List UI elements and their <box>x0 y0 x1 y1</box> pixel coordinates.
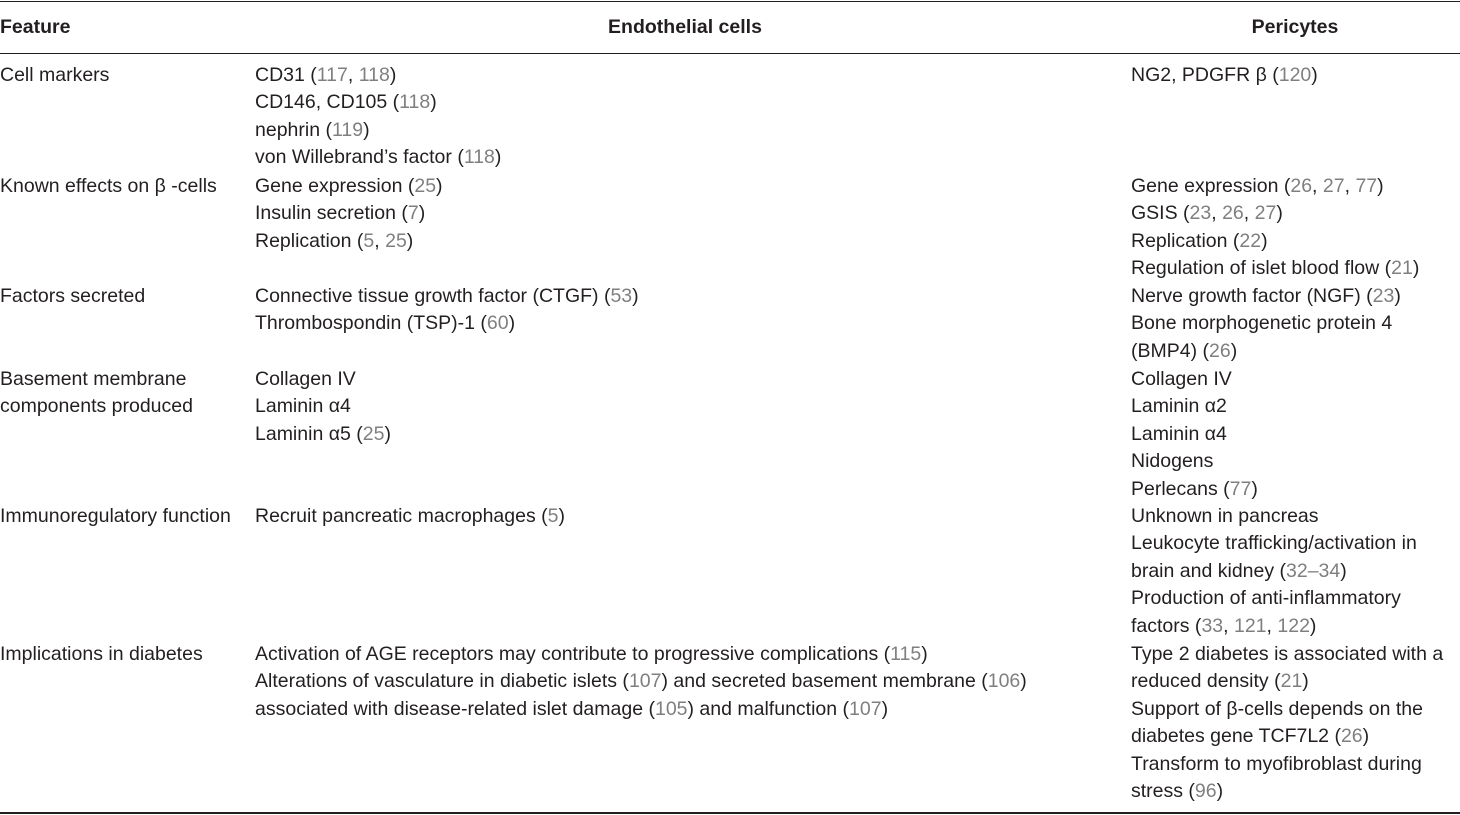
cell-text: von Willebrand’s factor ( <box>255 146 464 169</box>
cell-line <box>1131 696 1443 723</box>
cell-text: Laminin α5 ( <box>255 422 363 445</box>
cell-line <box>255 200 443 227</box>
cell-text: , <box>1223 614 1234 637</box>
cell-line <box>0 366 193 393</box>
cell-text: CD31 ( <box>255 64 317 86</box>
cell-line <box>255 696 1027 723</box>
cell-text: , <box>1312 175 1323 197</box>
reference-link: 122 <box>1277 614 1310 637</box>
cell-line <box>255 503 565 530</box>
reference-link: 26 <box>1290 175 1313 197</box>
cell-text: components produced <box>0 395 193 418</box>
cell-line <box>1131 310 1401 337</box>
cell-text: ) <box>1251 477 1258 500</box>
cell-line <box>1131 613 1417 640</box>
cell-text: GSIS ( <box>1131 202 1190 225</box>
cell-text: ) <box>1216 780 1224 803</box>
cell-text: ) <box>1261 229 1268 252</box>
cell-line <box>1131 558 1417 585</box>
reference-link: 27 <box>1254 202 1277 225</box>
reference-link: 118 <box>399 91 431 114</box>
cell-text: NG2, PDGFR β ( <box>1131 64 1279 86</box>
cell-text: nephrin ( <box>255 118 332 141</box>
cell-text: Basement membrane <box>0 368 187 390</box>
reference-link: 5 <box>363 229 375 252</box>
cell-line <box>1131 62 1318 89</box>
reference-link: 25 <box>414 175 437 197</box>
cell-line <box>0 393 193 420</box>
reference-link: 21 <box>1280 670 1303 693</box>
cell-text: Unknown in pancreas <box>1131 505 1319 527</box>
cell-line <box>1131 283 1401 310</box>
reference-link: 22 <box>1239 229 1262 252</box>
endothelial-cell <box>255 62 501 172</box>
reference-link: 105 <box>654 697 688 720</box>
reference-link: 106 <box>987 670 1021 693</box>
cell-line <box>0 173 217 200</box>
cell-text: factors ( <box>1131 614 1202 637</box>
cell-line <box>1131 668 1443 695</box>
cell-text: , <box>374 229 386 252</box>
cell-line <box>0 283 145 310</box>
cell-line <box>1131 585 1417 612</box>
cell-text: Regulation of islet blood flow ( <box>1131 257 1392 280</box>
cell-text: , <box>1211 202 1223 225</box>
cell-line <box>0 62 109 89</box>
feature-cell <box>0 62 109 89</box>
cell-text: ) <box>1302 670 1309 693</box>
cell-text: ) <box>1377 175 1384 197</box>
cell-line <box>1131 366 1258 393</box>
cell-text: ) <box>430 91 437 114</box>
feature-cell <box>0 173 217 200</box>
cell-line <box>255 366 391 393</box>
cell-line <box>255 173 443 200</box>
cell-text: Nerve growth factor (NGF) ( <box>1131 285 1373 307</box>
cell-line <box>255 641 1027 668</box>
feature-cell <box>0 503 231 530</box>
cell-text: Replication ( <box>1131 229 1240 252</box>
cell-line <box>255 89 501 116</box>
pericytes-cell <box>1131 283 1401 365</box>
cell-text: Laminin α4 <box>1131 422 1227 445</box>
cell-text: ) <box>406 229 414 252</box>
cell-text: ) <box>921 643 928 665</box>
cell-text: Perlecans ( <box>1131 477 1230 500</box>
cell-line <box>255 144 501 171</box>
header-feature: Feature <box>0 16 71 38</box>
cell-text: Factors secreted <box>0 285 146 307</box>
cell-line <box>1131 393 1258 420</box>
cell-text: ) <box>1230 339 1238 362</box>
cell-text: ) <box>558 505 565 527</box>
cell-line <box>1131 421 1258 448</box>
cell-text: ) <box>1340 559 1347 582</box>
cell-text: ) <box>1362 725 1370 748</box>
cell-text: , <box>347 64 359 86</box>
cell-text: (BMP4) ( <box>1131 339 1209 362</box>
reference-link: 121 <box>1233 614 1267 637</box>
cell-text: ) <box>881 697 889 720</box>
cell-text: ) <box>1309 614 1317 637</box>
top-rule <box>0 1 1460 2</box>
header-pericytes: Pericytes <box>1251 16 1339 38</box>
pericytes-cell <box>1131 503 1417 640</box>
reference-link: 23 <box>1372 285 1395 307</box>
endothelial-cell <box>255 283 639 338</box>
reference-link: 5 <box>547 505 559 527</box>
feature-cell <box>0 641 203 668</box>
cell-text: ) <box>436 175 443 197</box>
cell-text: Gene expression ( <box>255 175 415 197</box>
cell-text: Collagen IV <box>255 368 356 390</box>
cell-text: Laminin α2 <box>1131 395 1227 418</box>
cell-text: ) <box>363 118 370 141</box>
cell-text: , <box>1243 202 1255 225</box>
cell-text: reduced density ( <box>1131 670 1281 693</box>
cell-line <box>1131 530 1417 557</box>
reference-link: 26 <box>1209 339 1231 362</box>
pericytes-cell <box>1131 366 1258 503</box>
cell-text: Insulin secretion ( <box>255 202 408 225</box>
cell-text: Activation of AGE receptors may contribute to progressive complications ( <box>255 643 891 665</box>
cell-text: Recruit pancreatic macrophages ( <box>255 505 548 527</box>
cell-line <box>255 62 501 89</box>
cell-line <box>255 283 639 310</box>
endothelial-cell <box>255 366 391 448</box>
cell-text: associated with disease-related islet damage ( <box>255 697 655 720</box>
cell-line <box>1131 641 1443 668</box>
reference-link: 118 <box>358 64 390 86</box>
reference-link: 27 <box>1322 175 1345 197</box>
endothelial-cell <box>255 173 443 255</box>
reference-link: 26 <box>1340 725 1363 748</box>
cell-text: ) <box>632 285 639 307</box>
cell-line <box>255 117 501 144</box>
cell-text: ) <box>1020 670 1027 693</box>
cell-text: CD146, CD105 ( <box>255 91 400 114</box>
cell-text: ) and secreted basement membrane ( <box>661 670 988 693</box>
reference-link: 118 <box>463 146 495 169</box>
cell-text: ) <box>1276 202 1283 225</box>
cell-line <box>255 228 443 255</box>
reference-link: 26 <box>1222 202 1244 225</box>
cell-line <box>1131 503 1417 530</box>
cell-line <box>255 668 1027 695</box>
cell-line <box>1131 200 1419 227</box>
cell-text: ) <box>1412 257 1420 280</box>
reference-link: 53 <box>610 285 633 307</box>
reference-link: 60 <box>486 312 509 335</box>
cell-text: Collagen IV <box>1131 368 1232 390</box>
cell-line <box>0 641 203 668</box>
cell-text: Leukocyte trafficking/activation in <box>1131 532 1417 555</box>
reference-link: 117 <box>316 64 348 86</box>
cell-text: Thrombospondin (TSP)-1 ( <box>255 312 487 335</box>
pericytes-cell <box>1131 173 1419 283</box>
header-rule <box>0 53 1460 54</box>
cell-text: Cell markers <box>0 64 110 86</box>
bottom-rule <box>0 812 1460 814</box>
reference-link: 77 <box>1355 175 1378 197</box>
cell-line <box>1131 255 1419 282</box>
pericytes-cell <box>1131 62 1318 89</box>
cell-text: Replication ( <box>255 229 364 252</box>
cell-text: ) <box>384 422 391 445</box>
cell-line <box>0 503 231 530</box>
cell-line <box>1131 173 1419 200</box>
reference-link: 107 <box>849 697 882 720</box>
cell-text: Alterations of vasculature in diabetic islets ( <box>255 670 629 693</box>
reference-link: 115 <box>890 643 922 665</box>
endothelial-cell <box>255 503 565 530</box>
reference-link: 23 <box>1189 202 1212 225</box>
cell-text: ) <box>1311 64 1318 86</box>
header-endothelial-cells: Endothelial cells <box>608 16 762 38</box>
cell-text: stress ( <box>1131 780 1195 803</box>
cell-text: brain and kidney ( <box>1131 559 1287 582</box>
cell-text: Nidogens <box>1131 450 1214 473</box>
cell-text: Support of β-cells depends on the <box>1131 697 1423 720</box>
cell-line <box>1131 778 1443 805</box>
cell-line <box>1131 448 1258 475</box>
cell-text: ) <box>389 64 397 86</box>
reference-link: 21 <box>1391 257 1413 280</box>
cell-line <box>255 421 391 448</box>
reference-link: 77 <box>1229 477 1252 500</box>
cell-text: Implications in diabetes <box>0 643 203 665</box>
cell-line <box>255 310 639 337</box>
pericytes-cell <box>1131 641 1443 805</box>
endothelial-cell <box>255 641 1027 723</box>
cell-line <box>1131 338 1401 365</box>
cell-text: Transform to myofibroblast during <box>1131 752 1422 775</box>
cell-text: , <box>1344 175 1356 197</box>
cell-text: Production of anti-inflammatory <box>1131 587 1401 610</box>
reference-link: 7 <box>407 202 419 225</box>
cell-line <box>255 393 391 420</box>
reference-link: 96 <box>1194 780 1217 803</box>
cell-text: ) and malfunction ( <box>687 697 850 720</box>
cell-text: ) <box>494 146 502 169</box>
cell-text: Laminin α4 <box>255 395 351 418</box>
cell-line <box>1131 228 1419 255</box>
cell-text: Connective tissue growth factor (CTGF) ( <box>255 285 611 307</box>
cell-text: , <box>1266 614 1278 637</box>
cell-text: ) <box>1394 285 1401 307</box>
reference-link: 107 <box>628 670 662 693</box>
feature-cell <box>0 366 193 421</box>
cell-line <box>1131 476 1258 503</box>
reference-link: 119 <box>331 118 364 141</box>
cell-text: Immunoregulatory function <box>0 505 231 527</box>
feature-cell <box>0 283 145 310</box>
cell-text: Type 2 diabetes is associated with a <box>1131 643 1444 665</box>
cell-line <box>1131 751 1443 778</box>
cell-line <box>1131 723 1443 750</box>
reference-link: 120 <box>1278 64 1312 86</box>
cell-text: diabetes gene TCF7L2 ( <box>1131 725 1341 748</box>
cell-text: Bone morphogenetic protein 4 <box>1131 312 1393 335</box>
reference-link: 33 <box>1201 614 1224 637</box>
reference-link: 25 <box>362 422 385 445</box>
reference-link: 25 <box>385 229 407 252</box>
cell-text: ) <box>418 202 426 225</box>
reference-link: 32–34 <box>1286 559 1341 582</box>
cell-text: Gene expression ( <box>1131 175 1291 197</box>
cell-text: ) <box>508 312 516 335</box>
cell-text: Known effects on β -cells <box>0 175 217 197</box>
